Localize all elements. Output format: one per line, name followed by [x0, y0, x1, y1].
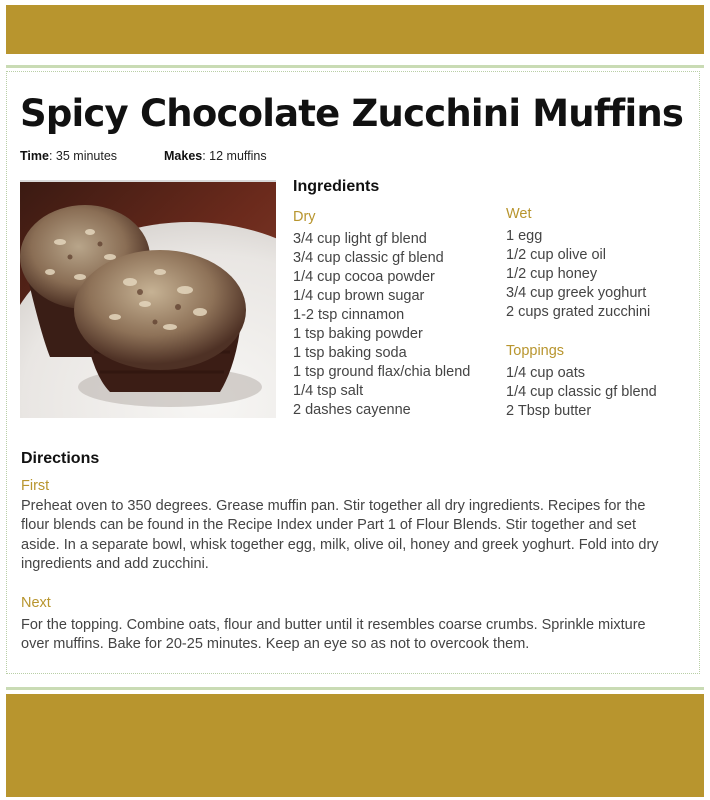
list-item: 1/4 cup oats — [506, 365, 585, 381]
list-item: 1/4 cup brown sugar — [293, 288, 425, 304]
list-item: 1 tsp baking powder — [293, 326, 423, 342]
list-item: 1-2 tsp cinnamon — [293, 307, 405, 323]
list-item: 3/4 cup greek yoghurt — [506, 285, 647, 301]
recipe-title: Spicy Chocolate Zucchini Muffins — [20, 92, 684, 135]
step-first-text: Preheat oven to 350 degrees. Grease muffin pan. Stir together all dry ingredients. Recipes for the flour blends can be found in the Recipe Index under Part 1 of Flour Blends. Stir together and set aside. In a separate bowl, whisk together egg, milk, olive oil, honey and greek yoghurt. Fold into dry ingredients and add zucchini. — [21, 498, 659, 573]
toppings-heading: Toppings — [506, 343, 565, 359]
muffin-photo — [20, 180, 276, 418]
list-item: 1/4 cup cocoa powder — [293, 269, 435, 285]
makes-value: : 12 muffins — [202, 149, 267, 163]
wet-ingredients — [506, 227, 650, 322]
dry-ingredients — [293, 230, 470, 420]
wet-heading: Wet — [506, 206, 532, 222]
yield — [164, 149, 267, 163]
list-item: 3/4 cup light gf blend — [293, 231, 427, 247]
list-item: 1 tsp baking soda — [293, 345, 407, 361]
step-next-text: For the topping. Combine oats, flour and butter until it resembles coarse crumbs. Sprinkle mixture over muffins. Bake for 20-25 minutes. Keep an eye so as not to overcook them. — [21, 617, 646, 653]
time-value: : 35 minutes — [48, 149, 118, 163]
list-item: 1/2 cup olive oil — [506, 247, 606, 263]
dry-heading: Dry — [293, 209, 316, 225]
ingredients-heading: Ingredients — [293, 178, 380, 195]
list-item: 2 cups grated zucchini — [506, 304, 651, 320]
list-item: 3/4 cup classic gf blend — [293, 250, 444, 266]
list-item: 1/4 tsp salt — [293, 383, 364, 399]
list-item: 2 Tbsp butter — [506, 403, 592, 419]
bottom-divider — [6, 687, 704, 690]
list-item: 1 tsp ground flax/chia blend — [293, 364, 471, 380]
time-label: Time — [20, 149, 49, 163]
list-item: 2 dashes cayenne — [293, 402, 411, 418]
list-item: 1 egg — [506, 228, 543, 244]
step-first-heading: First — [21, 478, 50, 494]
directions-heading: Directions — [21, 450, 100, 467]
prep-time — [20, 149, 117, 163]
topping-ingredients — [506, 364, 657, 421]
list-item: 1/2 cup honey — [506, 266, 598, 282]
step-next-heading: Next — [21, 595, 51, 611]
header-band — [6, 5, 704, 54]
top-divider — [6, 65, 704, 68]
makes-label: Makes — [164, 149, 203, 163]
list-item: 1/4 cup classic gf blend — [506, 384, 657, 400]
footer-band — [6, 694, 704, 797]
